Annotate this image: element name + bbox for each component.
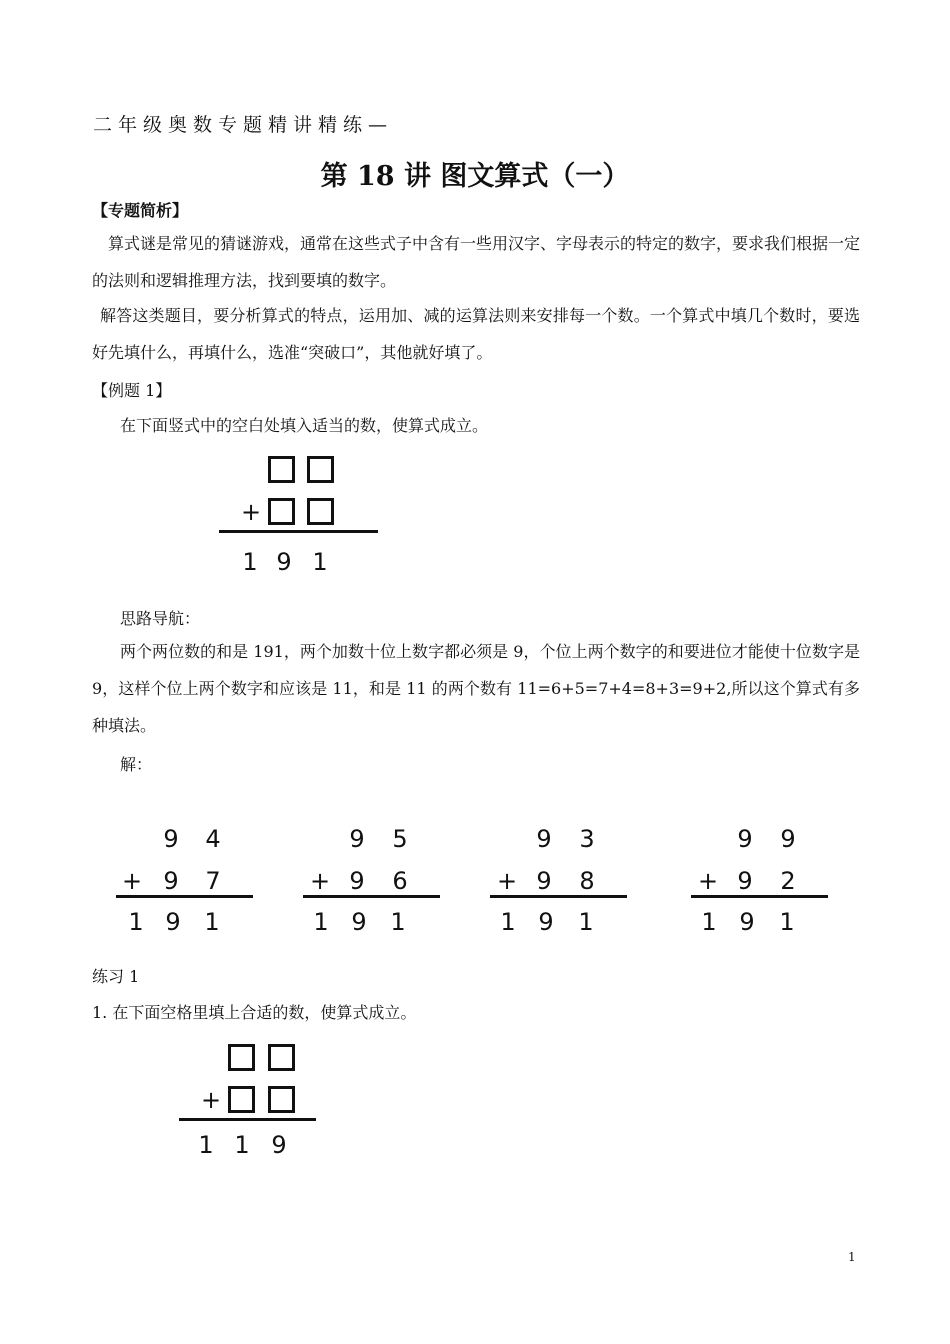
sum-digit: 1 [234,1131,250,1159]
sum-digit: 1 [701,908,717,936]
blank-box[interactable] [268,498,295,525]
blank-box[interactable] [268,1044,295,1071]
bottom-digit: 9 [163,867,179,895]
bottom-digit: 9 [349,867,365,895]
page-number: 1 [848,1250,856,1264]
sum-line [219,530,378,533]
bottom-digit: 7 [205,867,221,895]
plus-sign: + [241,498,262,526]
hint-paragraph: 两个两位数的和是 191，两个加数十位上数字都必须是 9，个位上两个数字的和要进位才能使十位数字是 9，这样个位上两个数字和应该是 11，和是 11 的两个数有 11=6+5=7+4=8+3=9+2,所以这个算式有多种填法。 [92,642,860,735]
practice-1-label: 练习 1 [92,967,140,986]
sum-digit: 1 [779,908,795,936]
top-digit: 9 [536,825,552,853]
blank-box[interactable] [307,456,334,483]
sum-digit: 1 [390,908,406,936]
blank-box[interactable] [307,498,334,525]
top-digit: 9 [349,825,365,853]
blank-box[interactable] [268,1086,295,1113]
plus-sign: + [698,867,719,895]
blank-box[interactable] [228,1086,255,1113]
plus-sign: + [497,867,518,895]
example-1-label: 【例题 1】 [92,381,172,400]
bottom-digit: 9 [536,867,552,895]
top-digit: 9 [780,825,796,853]
sum-digit: 9 [165,908,181,936]
plus-sign: + [310,867,331,895]
sum-digit: 9 [351,908,367,936]
sum-digit: 9 [271,1131,287,1159]
sum-digit: 1 [500,908,516,936]
sum-digit: 1 [242,548,258,576]
blank-box[interactable] [228,1044,255,1071]
series-heading: 二年级奥数专题精讲精练— [93,114,394,136]
sum-digit: 1 [312,548,328,576]
top-digit: 9 [163,825,179,853]
sum-line [303,895,440,898]
sum-digit: 1 [578,908,594,936]
bottom-digit: 6 [392,867,408,895]
sum-digit: 9 [538,908,554,936]
blank-box[interactable] [268,456,295,483]
example-1-question: 在下面竖式中的空白处填入适当的数，使算式成立。 [120,416,489,435]
intro-heading: 【专题简析】 [92,201,189,220]
bottom-digit: 2 [780,867,796,895]
sum-digit: 1 [128,908,144,936]
top-digit: 9 [737,825,753,853]
intro-paragraph-2: 解答这类题目，要分析算式的特点，运用加、减的运算法则来安排每一个数。一个算式中填几个数时，要选好先填什么，再填什么，选准“突破口”，其他就好填了。 [92,306,860,362]
sum-digit: 1 [198,1131,214,1159]
plus-sign: + [201,1086,222,1114]
plus-sign: + [122,867,143,895]
sum-line [490,895,627,898]
top-digit: 5 [392,825,408,853]
sum-line [116,895,253,898]
top-digit: 3 [579,825,595,853]
sum-digit: 1 [313,908,329,936]
sum-digit: 1 [204,908,220,936]
hint-label: 思路导航： [120,609,201,628]
bottom-digit: 9 [737,867,753,895]
answer-label: 解： [120,755,153,774]
practice-1-question: 1. 在下面空格里填上合适的数，使算式成立。 [92,1003,417,1022]
lesson-title: 第 18 讲 图文算式（一） [320,161,630,192]
bottom-digit: 8 [579,867,595,895]
sum-digit: 9 [276,548,292,576]
sum-line [179,1118,316,1121]
sum-line [691,895,828,898]
top-digit: 4 [205,825,221,853]
intro-paragraph-1: 算式谜是常见的猜谜游戏，通常在这些式子中含有一些用汉字、字母表示的特定的数字，要求我们根据一定的法则和逻辑推理方法，找到要填的数字。 [92,234,861,290]
sum-digit: 9 [739,908,755,936]
